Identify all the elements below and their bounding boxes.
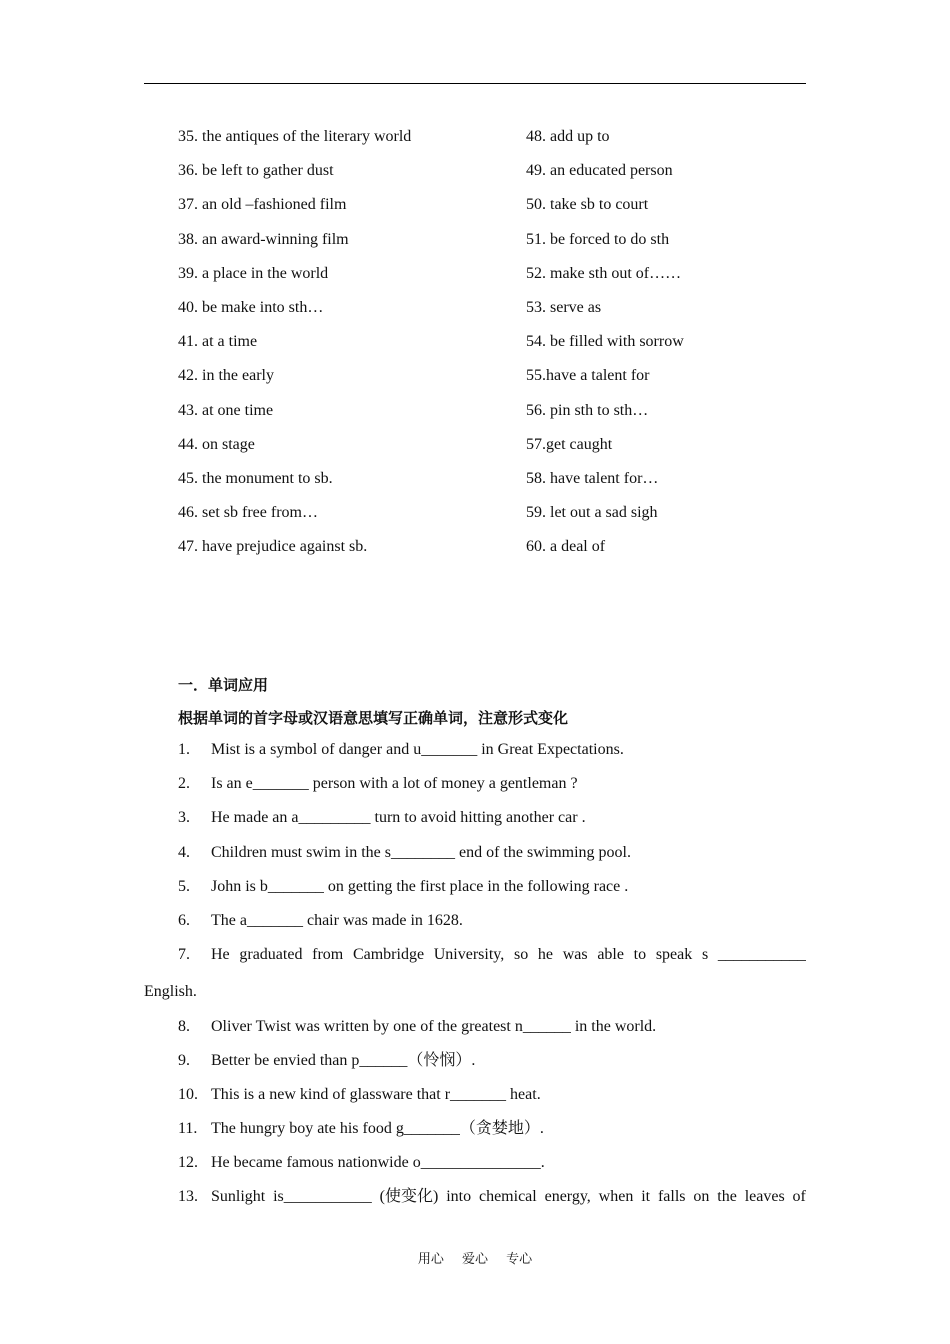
- question-number: 11.: [178, 1120, 198, 1137]
- question-word: when: [598, 1188, 634, 1205]
- question-text: John is b_______ on getting the first place in the following race .: [211, 878, 629, 895]
- header-rule: [144, 83, 806, 84]
- question-word: (使变化): [379, 1188, 439, 1205]
- question-text: Oliver Twist was written by one of the greatest n______ in the world.: [211, 1018, 657, 1035]
- question-number: 12.: [178, 1154, 198, 1171]
- phrase-item: 41. at a time: [178, 333, 258, 351]
- question-number: 4.: [178, 844, 190, 861]
- question-text: The a_______ chair was made in 1628.: [211, 912, 463, 929]
- question-text: [211, 1187, 806, 1207]
- question-continuation: English.: [144, 983, 197, 1000]
- phrase-item: 47. have prejudice against sb.: [178, 538, 368, 556]
- phrase-item: 40. be make into sth…: [178, 299, 324, 316]
- question-word: Sunlight: [211, 1188, 266, 1205]
- phrase-item: 46. set sb free from…: [178, 504, 318, 522]
- question-text: He made an a_________ turn to avoid hitting another car .: [211, 809, 586, 826]
- question-word: so: [513, 946, 529, 963]
- question-word: on: [693, 1188, 710, 1205]
- question-word: s: [701, 946, 709, 963]
- question-word: He: [211, 946, 230, 963]
- phrase-item: 52. make sth out of……: [526, 264, 682, 282]
- question-number: 3.: [178, 809, 190, 826]
- question-text: [211, 945, 806, 965]
- phrase-item: 37. an old –fashioned film: [178, 196, 347, 214]
- question-number: 9.: [178, 1052, 190, 1069]
- question-word: to: [633, 946, 647, 963]
- question-word: it: [641, 1188, 651, 1205]
- question-word: from: [312, 946, 344, 963]
- phrase-item: 54. be filled with sorrow: [526, 333, 684, 351]
- phrase-item: 36. be left to gather dust: [178, 162, 334, 180]
- question-word: into: [446, 1188, 472, 1205]
- question-number: 7.: [178, 946, 190, 963]
- section-instruction: 根据单词的首字母或汉语意思填写正确单词，注意形式变化: [178, 709, 569, 727]
- page-footer: 用心 爱心 专心: [417, 1252, 533, 1267]
- question-word: he: [537, 946, 554, 963]
- question-number: 13.: [178, 1188, 198, 1205]
- question-number: 2.: [178, 775, 190, 792]
- phrase-item: 60. a deal of: [526, 538, 606, 556]
- question-word: of: [792, 1188, 806, 1205]
- question-text: Is an e_______ person with a lot of money a gentleman ?: [211, 775, 578, 792]
- phrase-item: 58. have talent for…: [526, 470, 659, 487]
- question-word: the: [717, 1188, 737, 1205]
- phrase-item: 42. in the early: [178, 367, 274, 385]
- question-word: was: [562, 946, 588, 963]
- question-word: able: [597, 946, 624, 963]
- question-word: Cambridge: [352, 946, 425, 963]
- question-text: Children must swim in the s________ end of the swimming pool.: [211, 844, 631, 861]
- phrase-item: 50. take sb to court: [526, 196, 649, 214]
- question-number: 1.: [178, 741, 190, 758]
- question-word: ___________: [717, 946, 806, 963]
- question-text: The hungry boy ate his food g_______（贪婪地）.: [211, 1120, 544, 1137]
- question-number: 10.: [178, 1086, 198, 1103]
- question-word: chemical: [478, 1188, 537, 1205]
- question-number: 5.: [178, 878, 190, 895]
- section-title: 一．单词应用: [178, 676, 269, 694]
- question-text: Better be envied than p______（怜悯）.: [211, 1052, 476, 1069]
- question-word: University,: [433, 946, 505, 963]
- question-word: energy,: [544, 1188, 591, 1205]
- phrase-item: 48. add up to: [526, 128, 610, 145]
- phrase-item: 45. the monument to sb.: [178, 470, 333, 487]
- phrase-item: 56. pin sth to sth…: [526, 401, 649, 419]
- phrase-item: 53. serve as: [526, 299, 602, 316]
- question-word: graduated: [239, 946, 303, 963]
- question-text: This is a new kind of glassware that r_______ heat.: [211, 1086, 541, 1103]
- question-word: is___________: [273, 1188, 372, 1205]
- phrase-item: 49. an educated person: [526, 162, 673, 180]
- question-number: 8.: [178, 1018, 190, 1035]
- phrase-item: 43. at one time: [178, 401, 274, 419]
- question-word: leaves: [744, 1188, 785, 1205]
- question-text: He became famous nationwide o_______________.: [211, 1154, 545, 1171]
- question-number: 6.: [178, 912, 190, 929]
- phrase-item: 38. an award-winning film: [178, 230, 349, 248]
- phrase-item: 59. let out a sad sigh: [526, 504, 658, 522]
- phrase-item: 35. the antiques of the literary world: [178, 128, 412, 145]
- question-word: falls: [657, 1188, 686, 1205]
- phrase-item: 55.have a talent for: [526, 367, 650, 385]
- phrase-item: 44. on stage: [178, 435, 255, 453]
- phrase-item: 51. be forced to do sth: [526, 230, 670, 248]
- question-text: Mist is a symbol of danger and u_______ in Great Expectations.: [211, 741, 624, 758]
- question-word: speak: [655, 946, 693, 963]
- phrase-item: 39. a place in the world: [178, 264, 329, 282]
- phrase-item: 57.get caught: [526, 435, 613, 453]
